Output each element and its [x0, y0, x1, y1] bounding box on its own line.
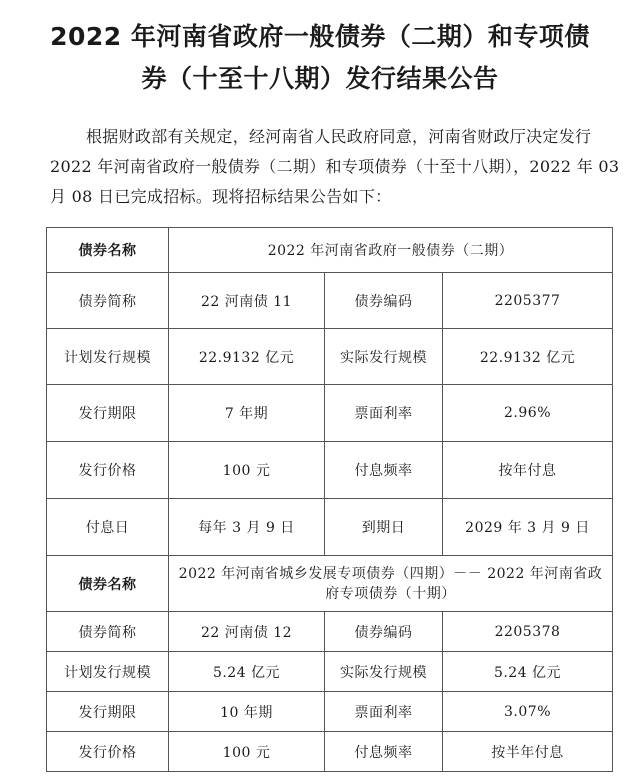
table-row [47, 385, 613, 442]
bond-name-label: 债券名称 [47, 228, 169, 273]
table-row [47, 556, 613, 612]
term-label: 发行期限 [47, 385, 169, 442]
table-row [47, 692, 613, 732]
code-value: 2205378 [443, 612, 613, 652]
intro-text: 根据财政部有关规定，经河南省人民政府同意，河南省财政厅决定发行 2022 年河南省政府一般债券（二期）和专项债券（十至十八期），2022 年 03 月 08 日已完成招标。现将招标结果公告如下： [50, 127, 620, 206]
short-name-label: 债券简称 [47, 612, 169, 652]
bond-name-line-1: 2022 年河南省城乡发展专项债券（四期）－－ 2022 年河南省政 [178, 565, 603, 582]
price-value: 100 元 [169, 442, 325, 499]
code-value: 2205377 [443, 273, 613, 329]
code-label: 债券编码 [325, 612, 443, 652]
actual-size-value: 22.9132 亿元 [443, 329, 613, 385]
intro-paragraph [50, 122, 622, 212]
table-row [47, 273, 613, 329]
maturity-label: 到期日 [325, 499, 443, 556]
title-line-2: 券（十至十八期）发行结果公告 [141, 64, 499, 93]
price-value: 100 元 [169, 732, 325, 772]
maturity-value: 2029 年 3 月 9 日 [443, 499, 613, 556]
freq-value: 按年付息 [443, 442, 613, 499]
short-name-label: 债券简称 [47, 273, 169, 329]
code-label: 债券编码 [325, 273, 443, 329]
table-row [47, 228, 613, 273]
coupon-label: 票面利率 [325, 692, 443, 732]
bond-name-line-2: 府专项债券（十期） [325, 585, 456, 602]
table-row [47, 499, 613, 556]
planned-size-label: 计划发行规模 [47, 329, 169, 385]
planned-size-value: 5.24 亿元 [169, 652, 325, 692]
bond-name-value [169, 556, 613, 612]
term-value: 10 年期 [169, 692, 325, 732]
short-name-value: 22 河南债 11 [169, 273, 325, 329]
term-value: 7 年期 [169, 385, 325, 442]
price-label: 发行价格 [47, 442, 169, 499]
freq-value: 按半年付息 [443, 732, 613, 772]
freq-label: 付息频率 [325, 732, 443, 772]
table-row [47, 442, 613, 499]
table-row [47, 652, 613, 692]
table-row [47, 329, 613, 385]
term-label: 发行期限 [47, 692, 169, 732]
title-line-1: 2022 年河南省政府一般债券（二期）和专项债 [50, 22, 590, 51]
actual-size-value: 5.24 亿元 [443, 652, 613, 692]
bond-name-label: 债券名称 [47, 556, 169, 612]
coupon-label: 票面利率 [325, 385, 443, 442]
table-row [47, 732, 613, 772]
freq-label: 付息频率 [325, 442, 443, 499]
pay-date-label: 付息日 [47, 499, 169, 556]
planned-size-value: 22.9132 亿元 [169, 329, 325, 385]
bond-name-value: 2022 年河南省政府一般债券（二期） [169, 228, 613, 273]
document-title [0, 16, 640, 100]
planned-size-label: 计划发行规模 [47, 652, 169, 692]
actual-size-label: 实际发行规模 [325, 652, 443, 692]
bond-results-table [46, 227, 613, 772]
coupon-value: 2.96% [443, 385, 613, 442]
price-label: 发行价格 [47, 732, 169, 772]
actual-size-label: 实际发行规模 [325, 329, 443, 385]
short-name-value: 22 河南债 12 [169, 612, 325, 652]
pay-date-value: 每年 3 月 9 日 [169, 499, 325, 556]
coupon-value: 3.07% [443, 692, 613, 732]
table-row [47, 612, 613, 652]
